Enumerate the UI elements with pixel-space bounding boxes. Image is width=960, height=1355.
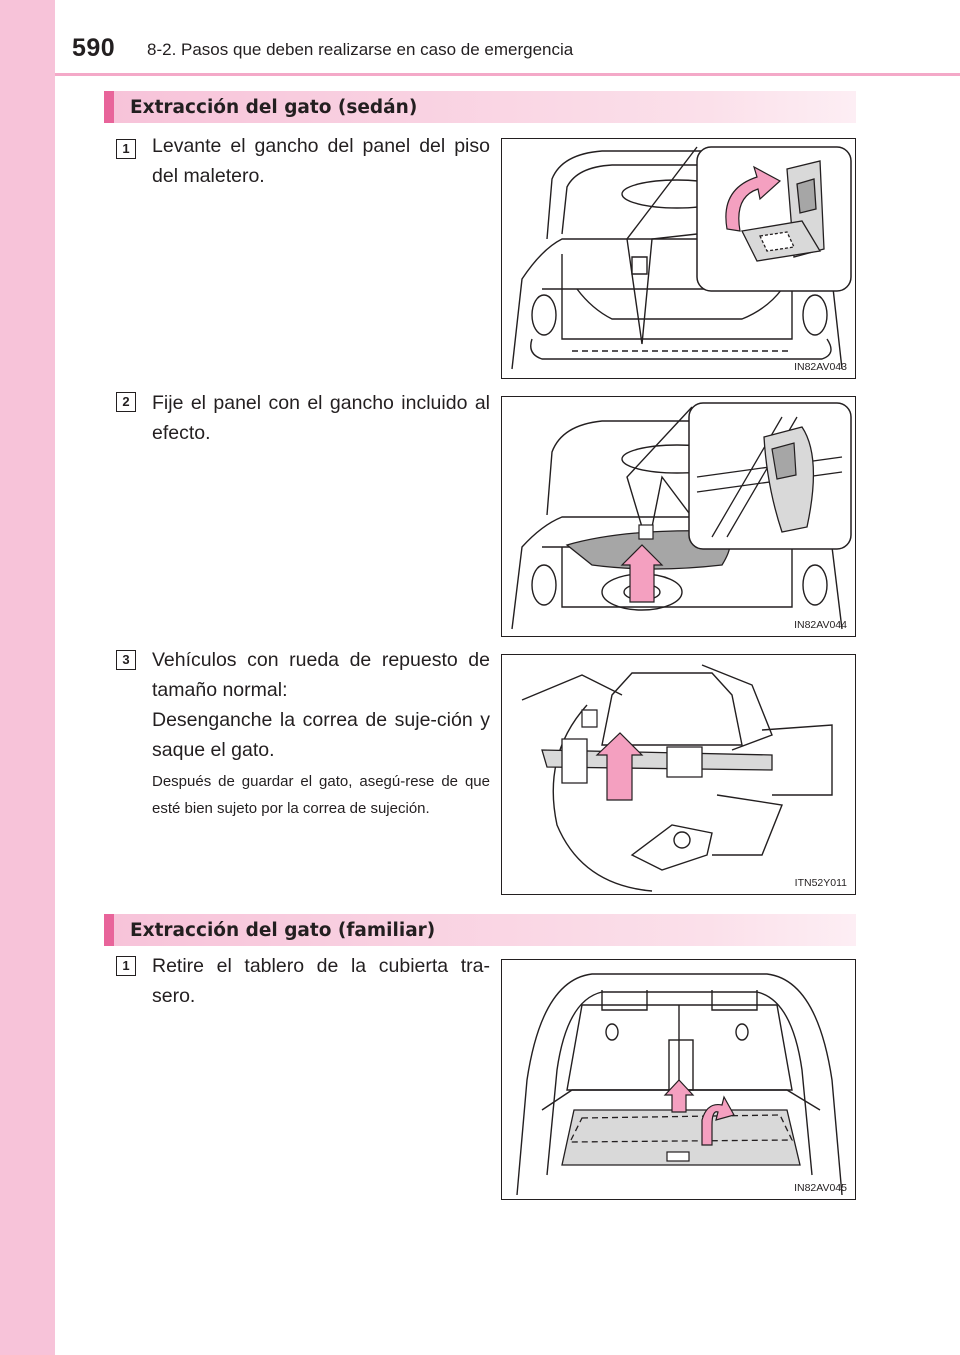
step-number: 1	[116, 139, 136, 159]
figure-code: IN82AV045	[794, 1182, 847, 1194]
figure-code: IN82AV044	[794, 619, 847, 631]
figure-trunk-panel-fixed	[501, 396, 856, 637]
cargo-area-illustration-icon	[502, 960, 857, 1201]
side-band	[0, 0, 55, 1355]
jack-illustration-icon	[502, 655, 857, 896]
step-text	[152, 388, 490, 448]
figure-code: IN82AV043	[794, 361, 847, 373]
step-number: 1	[116, 956, 136, 976]
step-number: 3	[116, 650, 136, 670]
section-title: Extracción del gato (familiar)	[130, 920, 436, 941]
section-title: Extracción del gato (sedán)	[130, 97, 418, 118]
step-text	[152, 131, 490, 191]
trunk-illustration-icon	[502, 397, 857, 638]
trunk-illustration-icon	[502, 139, 857, 380]
page-number: 590	[72, 34, 116, 62]
step-paragraph: Vehículos con rueda de repuesto de tamaño normal:	[152, 649, 490, 701]
section-heading-wagon	[104, 914, 856, 946]
step-note: Después de guardar el gato, asegú-rese de que esté bien sujeto por la correa de sujeción.	[152, 773, 490, 817]
figure-trunk-hook-lift	[501, 138, 856, 379]
step-text	[152, 645, 490, 765]
figure-code: ITN52Y011	[794, 877, 847, 889]
step-text	[152, 951, 490, 1011]
step-number: 2	[116, 392, 136, 412]
figure-deck-board	[501, 959, 856, 1200]
figure-spare-tire-jack	[501, 654, 856, 895]
step-paragraph: Levante el gancho del panel del piso del maletero.	[152, 135, 490, 187]
section-heading-sedan	[104, 91, 856, 123]
step-paragraph: Fije el panel con el gancho incluido al efecto.	[152, 392, 490, 444]
step-paragraph: Retire el tablero de la cubierta tra-sero.	[152, 955, 490, 1007]
header-rule	[55, 73, 960, 76]
running-head: 8-2. Pasos que deben realizarse en caso de emergencia	[147, 40, 574, 59]
step-paragraph: Desenganche la correa de suje-ción y saque el gato.	[152, 709, 490, 761]
